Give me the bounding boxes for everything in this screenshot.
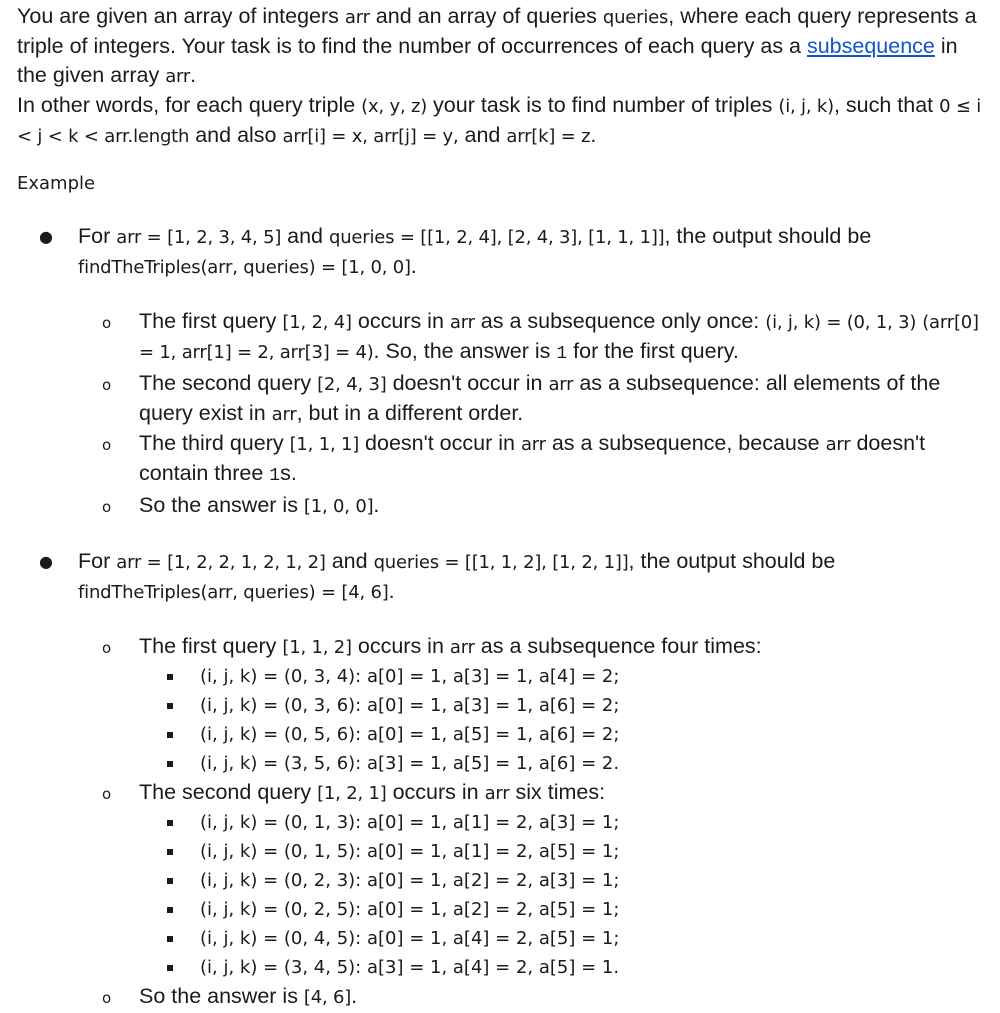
text: as a subsequence four times: bbox=[474, 634, 762, 658]
text: (i, j, k) = (0, 3, 4): a[0] = 1, a[3] = 1, a[4] = 2; bbox=[200, 666, 620, 687]
text: as a subsequence: all elements of the query exist in bbox=[139, 371, 941, 425]
explanation-item bbox=[78, 429, 992, 491]
text: In other words, for each query triple bbox=[17, 93, 362, 117]
code: arr bbox=[449, 312, 475, 333]
explanation-item bbox=[78, 369, 992, 429]
explanation-item bbox=[78, 307, 992, 369]
example-2-explanation bbox=[78, 632, 992, 1012]
circle-bullet-icon: o bbox=[102, 639, 112, 657]
text: doesn't contain three bbox=[139, 431, 926, 485]
triple-item bbox=[139, 691, 992, 720]
explanation-item bbox=[78, 632, 992, 778]
explanation-text bbox=[139, 632, 992, 662]
text: and an array of queries bbox=[369, 4, 603, 28]
square-bullet-icon bbox=[167, 878, 173, 884]
explanation-text bbox=[139, 491, 992, 521]
text: The first query bbox=[139, 309, 283, 333]
code: arr bbox=[484, 783, 510, 804]
code: arr bbox=[520, 434, 546, 455]
bullet-icon: ● bbox=[39, 227, 53, 246]
code: arr bbox=[825, 434, 851, 455]
bullet-icon: ● bbox=[39, 552, 53, 571]
triple-item bbox=[139, 924, 992, 953]
circle-bullet-icon: o bbox=[102, 498, 112, 516]
code-xyz: (x, y, z) bbox=[361, 96, 428, 117]
circle-bullet-icon: o bbox=[102, 376, 112, 394]
text: (i, j, k) = (0, 2, 5): a[0] = 1, a[2] = 2, a[5] = 1; bbox=[200, 899, 620, 920]
triple-item bbox=[139, 953, 992, 982]
text: doesn't occur in bbox=[359, 431, 521, 455]
square-bullet-icon bbox=[167, 965, 173, 971]
example-1-explanation bbox=[78, 307, 992, 521]
code: arr = [1, 2, 2, 1, 2, 1, 2] bbox=[116, 552, 326, 573]
text: . bbox=[190, 63, 197, 87]
definition-paragraph bbox=[17, 91, 992, 151]
text: (i, j, k) = (3, 4, 5): a[3] = 1, a[4] = 2, a[5] = 1. bbox=[200, 957, 620, 978]
square-bullet-icon bbox=[167, 849, 173, 855]
example-2-text bbox=[78, 547, 992, 607]
code: [2, 4, 3] bbox=[317, 374, 387, 395]
code: findTheTriples(arr, queries) = [4, 6] bbox=[78, 582, 389, 603]
triple-item bbox=[139, 662, 992, 691]
example-1-text bbox=[78, 222, 992, 282]
text: your task is to find number of triples bbox=[427, 93, 779, 117]
text: For bbox=[78, 224, 117, 248]
code: [1, 2, 4] bbox=[282, 312, 352, 333]
text: as a subsequence only once: bbox=[474, 309, 766, 333]
text: (i, j, k) = (0, 5, 6): a[0] = 1, a[5] = 1, a[6] = 2; bbox=[200, 724, 620, 745]
text: as a subsequence, because bbox=[545, 431, 826, 455]
explanation-item bbox=[78, 982, 992, 1012]
code-equality: arr[k] = z bbox=[506, 126, 591, 147]
text: and also bbox=[189, 123, 283, 147]
code: queries = [[1, 2, 4], [2, 4, 3], [1, 1, 1]] bbox=[328, 227, 665, 248]
text: s. bbox=[280, 461, 297, 485]
square-bullet-icon bbox=[167, 936, 173, 942]
code: arr bbox=[271, 404, 297, 425]
code: 1 bbox=[269, 466, 281, 486]
intro-paragraph bbox=[17, 2, 992, 91]
text: , where each query represents a triple of integers. Your task is to find the number of occurrences of each query as a bbox=[17, 4, 977, 58]
circle-bullet-icon: o bbox=[102, 785, 112, 803]
text: So the answer is bbox=[139, 984, 304, 1008]
code: queries = [[1, 1, 2], [1, 2, 1]] bbox=[373, 552, 629, 573]
code: [4, 6] bbox=[303, 987, 352, 1008]
text: (i, j, k) = (0, 4, 5): a[0] = 1, a[4] = 2, a[5] = 1; bbox=[200, 928, 620, 949]
code-queries: queries bbox=[602, 7, 669, 28]
code: 1 bbox=[556, 344, 568, 364]
problem-statement bbox=[17, 2, 992, 1012]
text: occurs in bbox=[386, 780, 485, 804]
text: and bbox=[325, 549, 374, 573]
subsequence-link[interactable]: subsequence bbox=[806, 34, 935, 58]
explanation-text bbox=[139, 369, 992, 429]
square-bullet-icon bbox=[167, 907, 173, 913]
text: in the given array bbox=[17, 34, 958, 87]
explanation-text bbox=[139, 982, 992, 1012]
text: . bbox=[410, 254, 417, 278]
explanation-item bbox=[78, 491, 992, 521]
square-bullet-icon bbox=[167, 732, 173, 738]
code-ijk: (i, j, k) bbox=[778, 96, 834, 117]
text: , the output should be bbox=[628, 549, 836, 573]
code: (i, j, k) = (0, 1, 3) bbox=[765, 312, 917, 333]
triple-item bbox=[139, 866, 992, 895]
code: arr = [1, 2, 3, 4, 5] bbox=[116, 227, 282, 248]
code-equality: arr[i] = x, arr[j] = y, bbox=[282, 126, 459, 147]
example-list bbox=[17, 222, 992, 1012]
code: (arr[0] = 1, arr[1] = 2, arr[3] = 4) bbox=[139, 312, 979, 363]
code: arr bbox=[449, 637, 475, 658]
text: The third query bbox=[139, 431, 290, 455]
text: and bbox=[281, 224, 329, 248]
text: (i, j, k) = (0, 1, 5): a[0] = 1, a[1] = 2, a[5] = 1; bbox=[200, 841, 620, 862]
explanation-item bbox=[78, 778, 992, 982]
text: The first query bbox=[139, 634, 283, 658]
code-arr: arr bbox=[344, 7, 370, 28]
triple-item bbox=[139, 895, 992, 924]
text: . bbox=[388, 579, 395, 603]
circle-bullet-icon: o bbox=[102, 989, 112, 1007]
circle-bullet-icon: o bbox=[102, 436, 112, 454]
circle-bullet-icon: o bbox=[102, 314, 112, 332]
code: [1, 0, 0] bbox=[303, 496, 374, 517]
text: . bbox=[373, 493, 380, 517]
example-heading: Example bbox=[17, 173, 96, 194]
square-bullet-icon bbox=[167, 761, 173, 767]
code: arr bbox=[548, 374, 574, 395]
text: The second query bbox=[139, 780, 318, 804]
code: [1, 1, 2] bbox=[282, 637, 352, 658]
code: findTheTriples(arr, queries) = [1, 0, 0] bbox=[78, 257, 411, 278]
text: and bbox=[458, 123, 507, 147]
code: [1, 2, 1] bbox=[317, 783, 387, 804]
text: For bbox=[78, 549, 117, 573]
text: (i, j, k) = (0, 2, 3): a[0] = 1, a[2] = 2, a[3] = 1; bbox=[200, 870, 620, 891]
text: (i, j, k) = (0, 3, 6): a[0] = 1, a[3] = 1, a[6] = 2; bbox=[200, 695, 620, 716]
example-2 bbox=[17, 547, 992, 1012]
text: (i, j, k) = (0, 1, 3): a[0] = 1, a[1] = 2, a[3] = 1; bbox=[200, 812, 620, 833]
text: . bbox=[351, 984, 358, 1008]
explanation-text bbox=[139, 778, 992, 808]
text: , such that bbox=[833, 93, 940, 117]
code-condition: 0 ≤ i < j < k < arr.length bbox=[17, 96, 982, 147]
text: occurs in bbox=[351, 634, 450, 658]
text: . bbox=[590, 123, 597, 147]
text: So the answer is bbox=[139, 493, 304, 517]
example-1 bbox=[17, 222, 992, 521]
triple-item bbox=[139, 749, 992, 778]
text: occurs in bbox=[351, 309, 450, 333]
triple-item bbox=[139, 808, 992, 837]
code: [1, 1, 1] bbox=[289, 434, 360, 455]
text: You are given an array of integers bbox=[17, 4, 345, 28]
text: . So, the answer is bbox=[373, 339, 557, 363]
text: for the first query. bbox=[567, 339, 739, 363]
text: doesn't occur in bbox=[386, 371, 549, 395]
text: , but in a different order. bbox=[296, 401, 524, 425]
triple-list bbox=[139, 662, 992, 778]
code-arr: arr bbox=[165, 66, 191, 87]
text: , the output should be bbox=[664, 224, 872, 248]
explanation-text bbox=[139, 429, 992, 491]
text: The second query bbox=[139, 371, 318, 395]
explanation-text bbox=[139, 307, 992, 369]
triple-item bbox=[139, 720, 992, 749]
text: (i, j, k) = (3, 5, 6): a[3] = 1, a[5] = 1, a[6] = 2. bbox=[200, 753, 620, 774]
square-bullet-icon bbox=[167, 820, 173, 826]
triple-list bbox=[139, 808, 992, 982]
square-bullet-icon bbox=[167, 674, 173, 680]
triple-item bbox=[139, 837, 992, 866]
square-bullet-icon bbox=[167, 703, 173, 709]
text: six times: bbox=[509, 780, 606, 804]
